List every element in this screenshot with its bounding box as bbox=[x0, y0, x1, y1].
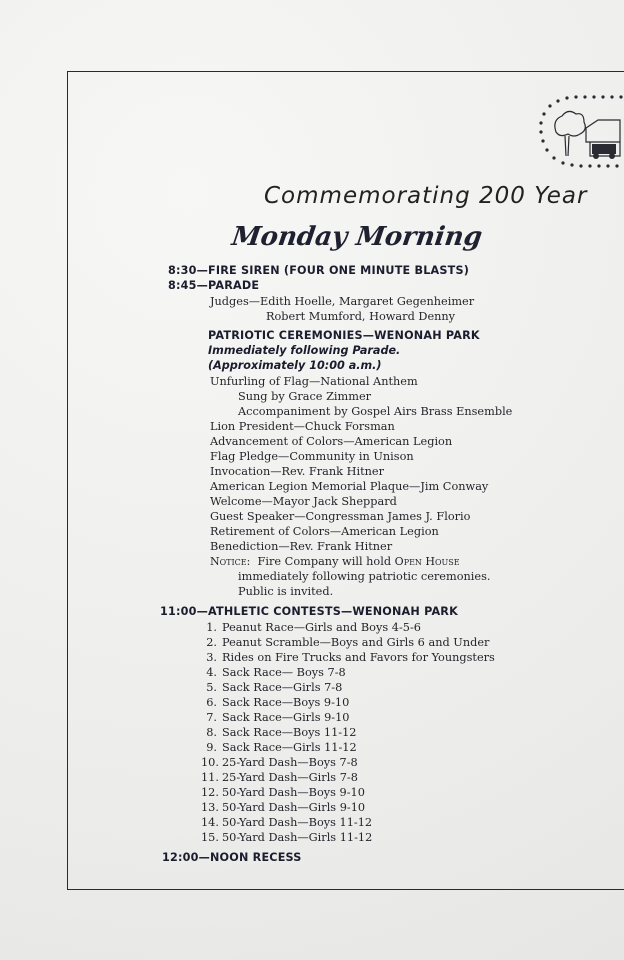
bicentennial-emblem-icon bbox=[538, 92, 624, 170]
notice-line: Public is invited. bbox=[238, 585, 334, 598]
contest-item bbox=[201, 815, 372, 830]
program-item: Sung by Grace Zimmer bbox=[238, 390, 372, 403]
contest-number: 3. bbox=[206, 651, 217, 664]
contest-item bbox=[201, 830, 372, 845]
contest-item bbox=[201, 800, 365, 815]
parade-heading: 8:45—PARADE bbox=[168, 279, 260, 292]
notice-text: Fire Company will hold bbox=[257, 555, 392, 568]
contest-number: 2. bbox=[206, 636, 217, 649]
contest-text: Sack Race—Boys 11-12 bbox=[222, 726, 357, 739]
contest-text: 50-Yard Dash—Girls 9-10 bbox=[222, 801, 366, 814]
program-item: Flag Pledge—Community in Unison bbox=[210, 450, 414, 463]
program-item: Unfurling of Flag—National Anthem bbox=[210, 375, 418, 388]
contest-item bbox=[201, 650, 495, 665]
ceremonies-time: (Approximately 10:00 a.m.) bbox=[208, 359, 382, 372]
contest-text: Rides on Fire Trucks and Favors for Youngsters bbox=[222, 651, 495, 664]
contest-item bbox=[201, 695, 349, 710]
contest-text: Sack Race—Girls 7-8 bbox=[222, 681, 343, 694]
judges-line: Robert Mumford, Howard Denny bbox=[266, 310, 456, 323]
contest-text: 50-Yard Dash—Boys 9-10 bbox=[222, 786, 365, 799]
contest-text: Sack Race—Girls 9-10 bbox=[222, 711, 350, 724]
contest-item bbox=[201, 725, 357, 740]
contest-item bbox=[201, 665, 346, 680]
contest-number: 5. bbox=[206, 681, 217, 694]
contest-item bbox=[201, 755, 358, 770]
athletic-heading: 11:00—ATHLETIC CONTESTS—WENONAH PARK bbox=[160, 605, 458, 618]
contest-number: 7. bbox=[206, 711, 217, 724]
contest-item bbox=[201, 620, 421, 635]
day-heading: Monday Morning bbox=[229, 222, 485, 252]
program-item: American Legion Memorial Plaque—Jim Conway bbox=[210, 480, 489, 493]
ceremonies-subheading: Immediately following Parade. bbox=[208, 344, 401, 357]
contest-number: 10. bbox=[201, 756, 219, 769]
notice-label: Notice: bbox=[210, 555, 251, 568]
contest-number: 9. bbox=[206, 741, 217, 754]
contest-number: 15. bbox=[201, 831, 219, 844]
program-item: Guest Speaker—Congressman James J. Florio bbox=[210, 510, 471, 523]
open-house-text: Open House bbox=[394, 555, 460, 568]
program-item: Retirement of Colors—American Legion bbox=[210, 525, 439, 538]
contest-number: 4. bbox=[206, 666, 217, 679]
contest-number: 11. bbox=[201, 771, 219, 784]
contest-text: 50-Yard Dash—Girls 11-12 bbox=[222, 831, 373, 844]
contest-number: 1. bbox=[206, 621, 217, 634]
contest-item bbox=[201, 710, 349, 725]
contest-text: Peanut Scramble—Boys and Girls 6 and Under bbox=[222, 636, 490, 649]
contest-text: 25-Yard Dash—Girls 7-8 bbox=[222, 771, 358, 784]
contest-text: 25-Yard Dash—Boys 7-8 bbox=[222, 756, 358, 769]
contest-text: 50-Yard Dash—Boys 11-12 bbox=[222, 816, 373, 829]
contest-number: 13. bbox=[201, 801, 219, 814]
contest-item bbox=[201, 785, 365, 800]
contest-text: Sack Race— Boys 7-8 bbox=[222, 666, 346, 679]
contest-item bbox=[201, 770, 358, 785]
page-title: Commemorating 200 Year bbox=[264, 183, 588, 209]
contest-item bbox=[201, 635, 489, 650]
contest-number: 8. bbox=[206, 726, 217, 739]
contest-text: Sack Race—Girls 11-12 bbox=[222, 741, 357, 754]
fire-siren-heading: 8:30—FIRE SIREN (FOUR ONE MINUTE BLASTS) bbox=[168, 264, 470, 277]
program-item: Advancement of Colors—American Legion bbox=[210, 435, 453, 448]
program-item: Benediction—Rev. Frank Hitner bbox=[210, 540, 393, 553]
recess-heading: 12:00—NOON RECESS bbox=[162, 851, 302, 864]
contest-number: 6. bbox=[206, 696, 217, 709]
notice-line: immediately following patriotic ceremonies. bbox=[238, 570, 491, 583]
program-item: Lion President—Chuck Forsman bbox=[210, 420, 395, 433]
contest-number: 12. bbox=[201, 786, 219, 799]
contest-item bbox=[201, 680, 342, 695]
contest-number: 14. bbox=[201, 816, 219, 829]
judges-line: Judges—Edith Hoelle, Margaret Gegenheimer bbox=[210, 295, 475, 308]
contest-item bbox=[201, 740, 357, 755]
ceremonies-heading: PATRIOTIC CEREMONIES—WENONAH PARK bbox=[208, 329, 480, 342]
program-item: Welcome—Mayor Jack Sheppard bbox=[210, 495, 397, 508]
contest-text: Sack Race—Boys 9-10 bbox=[222, 696, 350, 709]
contest-text: Peanut Race—Girls and Boys 4-5-6 bbox=[222, 621, 421, 634]
program-item: Invocation—Rev. Frank Hitner bbox=[210, 465, 384, 478]
program-item: Accompaniment by Gospel Airs Brass Ensemble bbox=[238, 405, 513, 418]
notice-line bbox=[210, 554, 460, 569]
